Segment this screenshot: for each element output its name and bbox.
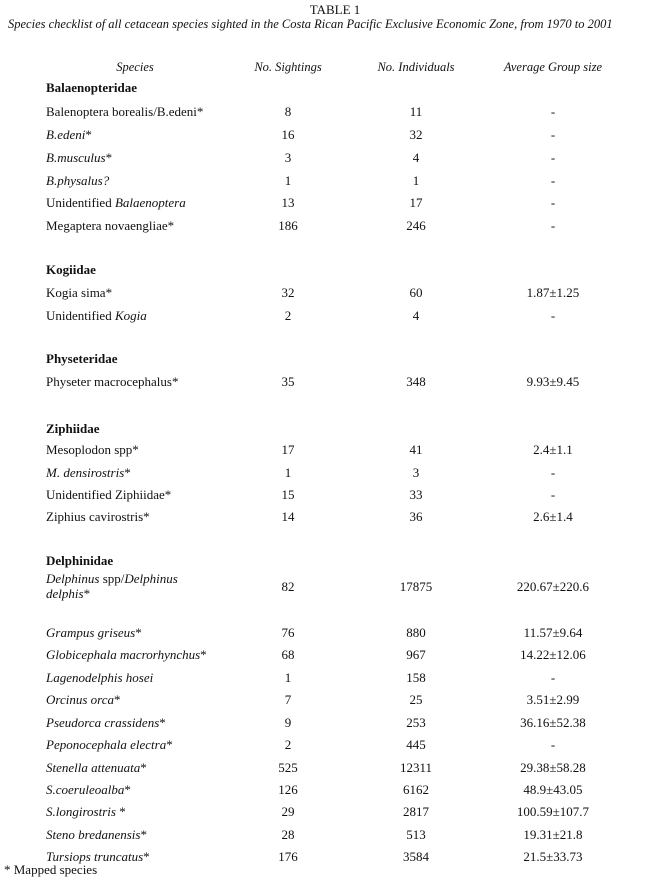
sightings-count: 525 bbox=[278, 760, 298, 775]
individuals-count: 880 bbox=[406, 625, 426, 640]
individuals-count: 32 bbox=[409, 127, 423, 142]
species-name: B.physalus? bbox=[46, 173, 110, 188]
family-heading: Kogiidae bbox=[46, 262, 96, 277]
table-row bbox=[0, 849, 670, 871]
species-name: M. densirostris* bbox=[46, 465, 131, 480]
individuals-count: 41 bbox=[409, 442, 423, 457]
average-group-size: 100.59±107.7 bbox=[516, 804, 590, 819]
species-name: Physeter macrocephalus* bbox=[46, 374, 179, 389]
table-row bbox=[0, 127, 670, 149]
average-group-size: 21.5±33.73 bbox=[523, 849, 583, 864]
species-name: Tursiops truncatus* bbox=[46, 849, 150, 864]
sightings-count: 16 bbox=[281, 127, 295, 142]
species-name: Unidentified Ziphiidae* bbox=[46, 487, 172, 502]
sightings-count: 29 bbox=[281, 804, 295, 819]
individuals-count: 6162 bbox=[403, 782, 429, 797]
column-header-individuals: No. Individuals bbox=[377, 60, 455, 74]
table-row bbox=[0, 804, 670, 826]
individuals-count: 967 bbox=[406, 647, 426, 662]
individuals-count: 3584 bbox=[403, 849, 429, 864]
average-group-size: - bbox=[550, 150, 556, 165]
family-heading: Delphinidae bbox=[46, 553, 114, 568]
species-name: B.musculus* bbox=[46, 150, 113, 165]
sightings-count: 1 bbox=[284, 670, 292, 685]
table-row bbox=[0, 715, 670, 737]
average-group-size: 3.51±2.99 bbox=[526, 692, 580, 707]
individuals-count: 17875 bbox=[399, 579, 433, 594]
species-name: Stenella attenuata* bbox=[46, 760, 147, 775]
individuals-count: 12311 bbox=[399, 760, 433, 775]
individuals-count: 158 bbox=[406, 670, 426, 685]
table-row bbox=[0, 737, 670, 759]
table-row bbox=[0, 670, 670, 692]
species-name: Lagenodelphis hosei bbox=[46, 670, 154, 685]
individuals-count: 33 bbox=[409, 487, 423, 502]
individuals-count: 4 bbox=[412, 150, 420, 165]
sightings-count: 28 bbox=[281, 827, 295, 842]
average-group-size: 220.67±220.6 bbox=[516, 579, 590, 594]
family-heading: Balaenopteridae bbox=[46, 80, 137, 95]
table-row bbox=[0, 487, 670, 509]
individuals-count: 246 bbox=[406, 218, 426, 233]
sightings-count: 2 bbox=[284, 308, 292, 323]
sightings-count: 1 bbox=[284, 465, 292, 480]
average-group-size: - bbox=[550, 127, 556, 142]
individuals-count: 36 bbox=[409, 509, 423, 524]
species-name: Delphinus spp/Delphinus delphis* bbox=[46, 571, 178, 601]
average-group-size: 36.16±52.38 bbox=[520, 715, 586, 730]
average-group-size: - bbox=[550, 670, 556, 685]
table-row bbox=[0, 374, 670, 396]
individuals-count: 2817 bbox=[403, 804, 429, 819]
column-header-species: Species bbox=[116, 60, 154, 74]
average-group-size: - bbox=[550, 737, 556, 752]
average-group-size: - bbox=[550, 487, 556, 502]
individuals-count: 11 bbox=[409, 104, 423, 119]
species-name: B.edeni* bbox=[46, 127, 92, 142]
sightings-count: 1 bbox=[284, 173, 292, 188]
individuals-count: 445 bbox=[406, 737, 426, 752]
sightings-count: 2 bbox=[284, 737, 292, 752]
table-row bbox=[0, 782, 670, 804]
species-name: Globicephala macrorhynchus* bbox=[46, 647, 207, 662]
family-heading: Physeteridae bbox=[46, 351, 118, 366]
table-row bbox=[0, 150, 670, 172]
table-row bbox=[0, 465, 670, 487]
family-heading: Ziphiidae bbox=[46, 421, 100, 436]
individuals-count: 25 bbox=[409, 692, 423, 707]
average-group-size: 9.93±9.45 bbox=[526, 374, 580, 389]
sightings-count: 176 bbox=[278, 849, 298, 864]
sightings-count: 15 bbox=[281, 487, 295, 502]
individuals-count: 60 bbox=[409, 285, 423, 300]
sightings-count: 126 bbox=[278, 782, 298, 797]
sightings-count: 17 bbox=[281, 442, 295, 457]
species-name: Balenoptera borealis/B.edeni* bbox=[46, 104, 204, 119]
sightings-count: 14 bbox=[281, 509, 295, 524]
species-name: Pseudorca crassidens* bbox=[46, 715, 166, 730]
footnote: * Mapped species bbox=[4, 862, 98, 877]
species-name: S.longirostris * bbox=[46, 804, 126, 819]
species-name: S.coeruleoalba* bbox=[46, 782, 131, 797]
sightings-count: 76 bbox=[281, 625, 295, 640]
sightings-count: 68 bbox=[281, 647, 295, 662]
table-row bbox=[0, 442, 670, 464]
species-name: Megaptera novaengliae* bbox=[46, 218, 175, 233]
average-group-size: 19.31±21.8 bbox=[523, 827, 583, 842]
sightings-count: 186 bbox=[278, 218, 298, 233]
individuals-count: 348 bbox=[406, 374, 426, 389]
average-group-size: 48.9±43.05 bbox=[523, 782, 583, 797]
table-row bbox=[0, 104, 670, 126]
table-row bbox=[0, 285, 670, 307]
sightings-count: 3 bbox=[284, 150, 292, 165]
table-caption: Species checklist of all cetacean species sighted in the Costa Rican Pacific Exclusive Economic Zone, from 1970 to 2001 bbox=[8, 17, 613, 31]
table-row bbox=[0, 195, 670, 217]
sightings-count: 35 bbox=[281, 374, 295, 389]
average-group-size: 1.87±1.25 bbox=[526, 285, 580, 300]
average-group-size: 14.22±12.06 bbox=[520, 647, 586, 662]
sightings-count: 82 bbox=[281, 579, 295, 594]
average-group-size: 11.57±9.64 bbox=[523, 625, 583, 640]
table-row bbox=[0, 647, 670, 669]
sightings-count: 7 bbox=[284, 692, 292, 707]
individuals-count: 17 bbox=[409, 195, 423, 210]
average-group-size: - bbox=[550, 218, 556, 233]
table-row bbox=[0, 692, 670, 714]
table-row bbox=[0, 509, 670, 531]
species-name: Ziphius cavirostris* bbox=[46, 509, 150, 524]
average-group-size: 29.38±58.28 bbox=[520, 760, 586, 775]
sightings-count: 13 bbox=[281, 195, 295, 210]
average-group-size: - bbox=[550, 465, 556, 480]
column-header-sightings: No. Sightings bbox=[254, 60, 322, 74]
table-row bbox=[0, 625, 670, 647]
species-name: Mesoplodon spp* bbox=[46, 442, 139, 457]
column-header-avg-group-size: Average Group size bbox=[503, 60, 603, 74]
table-row bbox=[0, 308, 670, 330]
average-group-size: - bbox=[550, 173, 556, 188]
table-row bbox=[0, 173, 670, 195]
table-row bbox=[0, 827, 670, 849]
sightings-count: 32 bbox=[281, 285, 295, 300]
individuals-count: 3 bbox=[412, 465, 420, 480]
species-name: Grampus griseus* bbox=[46, 625, 142, 640]
species-name: Kogia sima* bbox=[46, 285, 113, 300]
individuals-count: 513 bbox=[406, 827, 426, 842]
species-name: Peponocephala electra* bbox=[46, 737, 173, 752]
sightings-count: 9 bbox=[284, 715, 292, 730]
table-row bbox=[0, 218, 670, 240]
species-name: Orcinus orca* bbox=[46, 692, 121, 707]
individuals-count: 253 bbox=[406, 715, 426, 730]
species-name: Unidentified Balaenoptera bbox=[46, 195, 186, 210]
average-group-size: - bbox=[550, 104, 556, 119]
table-label: TABLE 1 bbox=[309, 2, 361, 17]
average-group-size: 2.4±1.1 bbox=[533, 442, 573, 457]
average-group-size: 2.6±1.4 bbox=[533, 509, 573, 524]
species-name: Steno bredanensis* bbox=[46, 827, 147, 842]
individuals-count: 1 bbox=[412, 173, 420, 188]
table-row bbox=[0, 760, 670, 782]
species-name: Unidentified Kogia bbox=[46, 308, 147, 323]
average-group-size: - bbox=[550, 195, 556, 210]
sightings-count: 8 bbox=[284, 104, 292, 119]
average-group-size: - bbox=[550, 308, 556, 323]
table-row bbox=[0, 571, 670, 601]
individuals-count: 4 bbox=[412, 308, 420, 323]
